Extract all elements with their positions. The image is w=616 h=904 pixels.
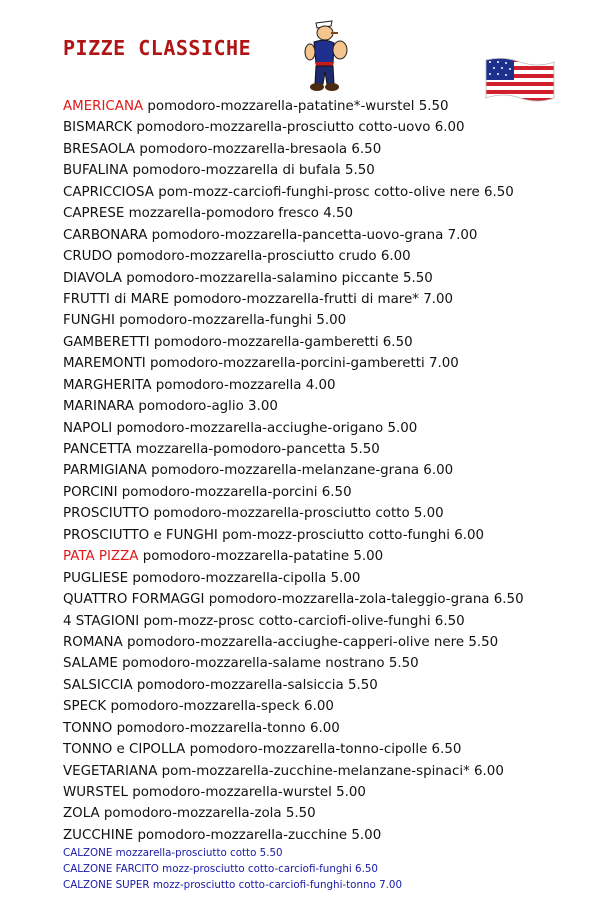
pizza-description: pomodoro-mozzarella-prosciutto crudo 6.00 <box>116 249 411 265</box>
calzone-list <box>63 845 402 893</box>
pizza-item <box>63 503 603 524</box>
pizza-name: AMERICANA <box>63 99 144 114</box>
pizza-name: CAPRESE <box>63 206 125 222</box>
pizza-item <box>63 460 603 481</box>
pizza-name: SPECK <box>63 699 107 715</box>
pizza-item <box>63 139 603 160</box>
pizza-item <box>63 182 603 203</box>
pizza-item <box>63 761 603 782</box>
pizza-name: CRUDO <box>63 249 113 265</box>
pizza-item <box>63 225 603 246</box>
pizza-description: pomodoro-mozzarella-porcini 6.50 <box>121 484 352 500</box>
pizza-item <box>63 803 603 824</box>
pizza-name: FRUTTI di MARE <box>63 291 170 307</box>
pizza-description: pomodoro-mozzarella-tonno-cipolle 6.50 <box>189 742 462 758</box>
pizza-item <box>63 160 603 181</box>
pizza-item <box>63 117 603 138</box>
pizza-name: DIAVOLA <box>63 270 122 286</box>
pizza-name: WURSTEL <box>63 785 128 800</box>
pizza-item <box>63 96 603 117</box>
pizza-description: pomodoro-mozzarella-funghi 5.00 <box>119 313 347 329</box>
pizza-description: mozzarella-pomodoro-pancetta 5.50 <box>135 442 380 457</box>
pizza-description: pomodoro-mozzarella-cipolla 5.00 <box>132 570 361 586</box>
pizza-name: 4 STAGIONI <box>63 613 140 629</box>
pizza-name: MARGHERITA <box>63 377 152 393</box>
pizza-item <box>63 268 603 289</box>
pizza-name: ZUCCHINE <box>63 827 134 843</box>
pizza-item <box>63 525 603 546</box>
pizza-name: PUGLIESE <box>63 570 129 586</box>
pizza-name: SALSICCIA <box>63 677 133 693</box>
pizza-item <box>63 675 603 696</box>
pizza-description: pom-mozzarella-zucchine-melanzane-spinaci* 6.00 <box>161 763 504 779</box>
pizza-description: pomodoro-mozzarella-salamino piccante 5.50 <box>126 270 433 286</box>
pizza-description: pomodoro-mozzarella-pancetta-uovo-grana 7.00 <box>151 227 478 243</box>
pizza-name: CAPRICCIOSA <box>63 184 154 200</box>
pizza-name: FUNGHI <box>63 313 115 329</box>
pizza-description: pomodoro-mozzarella-speck 6.00 <box>110 699 334 715</box>
pizza-list <box>63 96 603 846</box>
pizza-item <box>63 739 603 760</box>
pizza-item <box>63 375 603 396</box>
pizza-item <box>63 696 603 717</box>
pizza-name: TONNO e CIPOLLA <box>63 742 186 758</box>
calzone-item: CALZONE mozzarella-prosciutto cotto 5.50 <box>63 847 283 859</box>
pizza-name: BUFALINA <box>63 163 129 179</box>
pizza-description: pomodoro-mozzarella-zucchine 5.00 <box>137 827 382 843</box>
pizza-item <box>63 246 603 267</box>
pizza-description: pomodoro-mozzarella-bresaola 6.50 <box>139 141 382 157</box>
pizza-name: MAREMONTI <box>63 356 146 372</box>
pizza-item <box>63 439 603 460</box>
pizza-description: pomodoro-mozzarella-wurstel 5.00 <box>132 785 366 800</box>
pizza-name: MARINARA <box>63 399 135 415</box>
calzone-item: CALZONE FARCITO mozz-prosciutto cotto-carciofi-funghi 6.50 <box>63 863 378 875</box>
pizza-item <box>63 396 603 417</box>
pizza-name: ZOLA <box>63 806 100 822</box>
pizza-description: pomodoro-mozzarella-salame nostrano 5.50 <box>122 656 419 672</box>
pizza-name: TONNO <box>63 720 113 736</box>
pizza-item <box>63 332 603 353</box>
pizza-description: pom-mozz-prosciutto cotto-funghi 6.00 <box>222 527 485 543</box>
pizza-name: BISMARCK <box>63 120 133 136</box>
pizza-item <box>63 418 603 439</box>
pizza-item <box>63 289 603 310</box>
pizza-description: pomodoro-mozzarella-acciughe-origano 5.00 <box>116 420 418 436</box>
pizza-item <box>63 718 603 739</box>
pizza-description: pomodoro-mozzarella-porcini-gamberetti 7.00 <box>149 356 459 372</box>
pizza-description: pomodoro-mozzarella 4.00 <box>155 377 336 393</box>
pizza-description: pom-mozz-prosc cotto-carciofi-olive-funghi 6.50 <box>143 613 465 629</box>
pizza-name: NAPOLI <box>63 420 113 436</box>
pizza-description: pomodoro-mozzarella-melanzane-grana 6.00 <box>151 463 454 479</box>
pizza-description: pomodoro-mozzarella-frutti di mare* 7.00 <box>173 291 454 307</box>
pizza-name: CARBONARA <box>63 227 148 243</box>
pizza-description: pomodoro-mozzarella-zola 5.50 <box>103 806 316 822</box>
pizza-name: GAMBERETTI <box>63 334 150 350</box>
pizza-item <box>63 782 603 803</box>
pizza-name: PROSCIUTTO e FUNGHI <box>63 527 218 543</box>
pizza-description: pom-mozz-carciofi-funghi-prosc cotto-olive nere 6.50 <box>158 184 514 200</box>
pizza-name: QUATTRO FORMAGGI <box>63 592 205 608</box>
pizza-name: BRESAOLA <box>63 141 136 157</box>
menu-title: PIZZE CLASSICHE <box>63 36 252 60</box>
pizza-name: SALAME <box>63 656 118 672</box>
pizza-description: pomodoro-aglio 3.00 <box>138 399 278 415</box>
pizza-item <box>63 203 603 224</box>
pizza-item <box>63 568 603 589</box>
pizza-item <box>63 482 603 503</box>
pizza-name: PATA PIZZA <box>63 549 139 565</box>
pizza-description: pomodoro-mozzarella-patatine 5.00 <box>142 549 384 565</box>
pizza-description: mozzarella-pomodoro fresco 4.50 <box>128 206 354 222</box>
pizza-description: pomodoro-mozzarella-prosciutto cotto 5.00 <box>153 506 444 522</box>
pizza-description: pomodoro-mozzarella-gamberetti 6.50 <box>153 334 413 350</box>
pizza-name: PORCINI <box>63 484 118 500</box>
pizza-description: pomodoro-mozzarella-zola-taleggio-grana 6.50 <box>208 592 524 608</box>
pizza-item <box>63 611 603 632</box>
pizza-name: VEGETARIANA <box>63 763 158 779</box>
pizza-description: pomodoro-mozzarella-acciughe-capperi-olive nere 5.50 <box>127 634 499 650</box>
pizza-name: PROSCIUTTO <box>63 506 150 522</box>
pizza-item <box>63 546 603 567</box>
pizza-description: pomodoro-mozzarella di bufala 5.50 <box>132 163 375 179</box>
pizza-item <box>63 632 603 653</box>
pizza-description: pomodoro-mozzarella-salsiccia 5.50 <box>136 677 378 693</box>
pizza-description: pomodoro-mozzarella-tonno 6.00 <box>116 720 340 736</box>
pizza-name: PARMIGIANA <box>63 463 147 479</box>
pizza-item <box>63 353 603 374</box>
pizza-item <box>63 589 603 610</box>
pizza-item <box>63 825 603 846</box>
pizza-description: pomodoro-mozzarella-patatine*-wurstel 5.50 <box>147 99 449 114</box>
calzone-item: CALZONE SUPER mozz-prosciutto cotto-carciofi-funghi-tonno 7.00 <box>63 879 403 891</box>
pizza-description: pomodoro-mozzarella-prosciutto cotto-uovo 6.00 <box>136 120 465 136</box>
popeye-cartoon <box>298 18 348 92</box>
pizza-item <box>63 653 603 674</box>
pizza-item <box>63 310 603 331</box>
pizza-name: ROMANA <box>63 634 123 650</box>
pizza-name: PANCETTA <box>63 442 132 457</box>
